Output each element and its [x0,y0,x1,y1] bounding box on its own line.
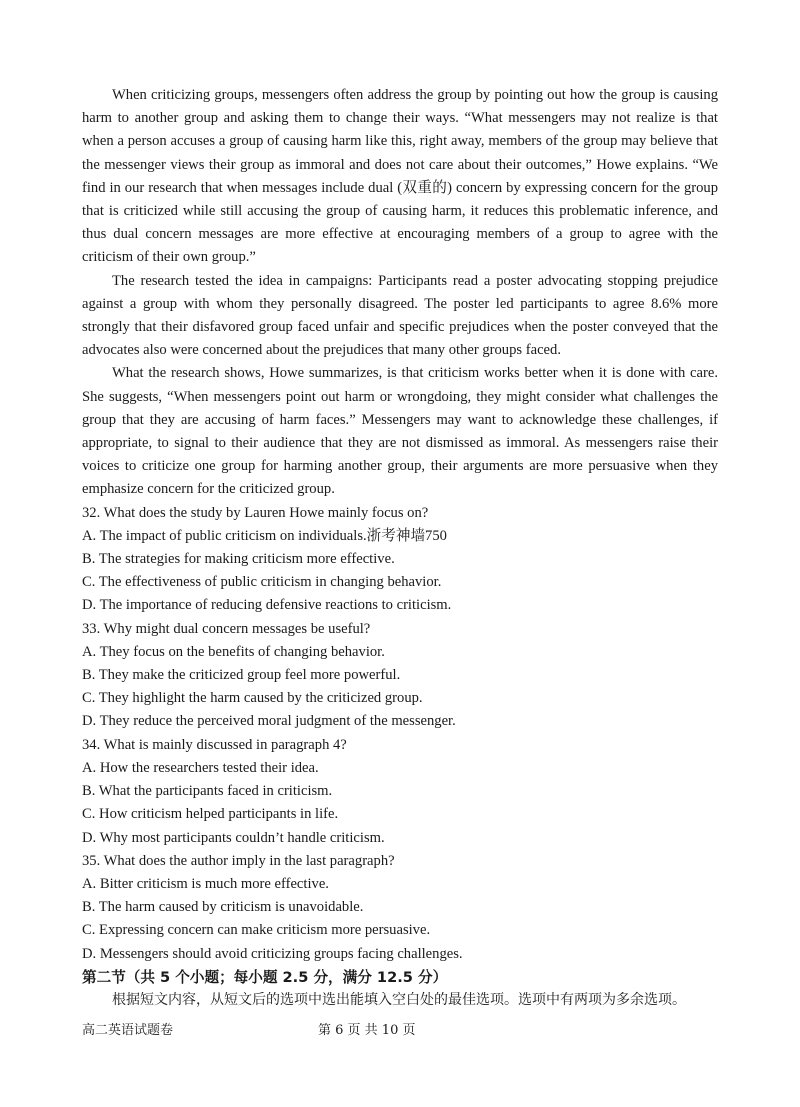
section-instructions: 根据短文内容，从短文后的选项中选出能填入空白处的最佳选项。选项中有两项为多余选项。 [112,991,686,1008]
option-d: D. Messengers should avoid criticizing groups facing challenges. [82,945,463,962]
option-a: A. The impact of public criticism on individuals.浙考神墙750 [82,527,447,544]
passage-paragraph-5: What the research shows, Howe summarizes, is that criticism works better when it is done with care. She suggests, “When messengers point out harm or wrongdoing, they might consider what challenges the group that they are accusing of harm faces.” Messengers may want to acknowledge these challenges, if appropriate, to signal to their audience that they are not dismissed as immoral. As messengers raise their voices to criticize one group for harming another group, their arguments are more persuasive when they emphasize concern for the criticized group. [82,365,718,498]
question-33 [82,618,718,734]
option-d: D. They reduce the perceived moral judgment of the messenger. [82,713,456,730]
section-heading: 第二节（共 5 个小题；每小题 2.5 分，满分 12.5 分） [82,968,448,986]
option-b: B. What the participants faced in criticism. [82,783,333,800]
passage-paragraph-3: When criticizing groups, messengers often address the group by pointing out how the group is causing harm to another group and asking them to change their ways. “What messengers may not realize is that when a person accuses a group of causing harm like this, right away, members of the group may believe that the messenger views their group as immoral and does not care about their outcomes,” Howe explains. “We find in our research that when messages include dual (双重的) concern by expressing concern for the group that is criticized while still accusing the group of causing harm, it reduces this problematic inference, and thus dual concern messages are more effective at encouraging members of a group to agree with the criticism of their own group.” [82,87,718,266]
question-stem: 35. What does the author imply in the last paragraph? [82,852,395,869]
option-a: A. Bitter criticism is much more effective. [82,875,329,892]
option-d: D. Why most participants couldn’t handle criticism. [82,829,385,846]
option-a: A. They focus on the benefits of changing behavior. [82,643,385,660]
question-stem: 34. What is mainly discussed in paragraph 4? [82,736,347,753]
option-c: C. Expressing concern can make criticism more persuasive. [82,922,431,939]
option-c: C. They highlight the harm caused by the criticized group. [82,690,423,707]
question-35 [82,850,718,966]
option-b: B. The strategies for making criticism more effective. [82,551,395,568]
footer-page-number: 第 6 页 共 10 页 [318,1023,416,1038]
question-stem: 33. Why might dual concern messages be useful? [82,620,371,637]
text-block [82,84,718,1012]
option-c: C. How criticism helped participants in life. [82,806,339,823]
option-c: C. The effectiveness of public criticism in changing behavior. [82,574,442,591]
footer-exam-title: 高二英语试题卷 [82,1023,174,1038]
option-d: D. The importance of reducing defensive reactions to criticism. [82,597,452,614]
option-b: B. They make the criticized group feel more powerful. [82,667,401,684]
question-34 [82,734,718,850]
question-stem: 32. What does the study by Lauren Howe mainly focus on? [82,504,429,521]
question-32 [82,502,718,618]
option-b: B. The harm caused by criticism is unavoidable. [82,899,364,916]
option-a: A. How the researchers tested their idea. [82,759,319,776]
passage-paragraph-4: The research tested the idea in campaigns: Participants read a poster advocating stopping prejudice against a group with whom they personally disagreed. The poster led participants to agree 8.6% more strongly that their disfavored group faced unfair and specific prejudices when the poster conveyed that the advocates also were concerned about the prejudices that many other groups faced. [82,272,718,359]
